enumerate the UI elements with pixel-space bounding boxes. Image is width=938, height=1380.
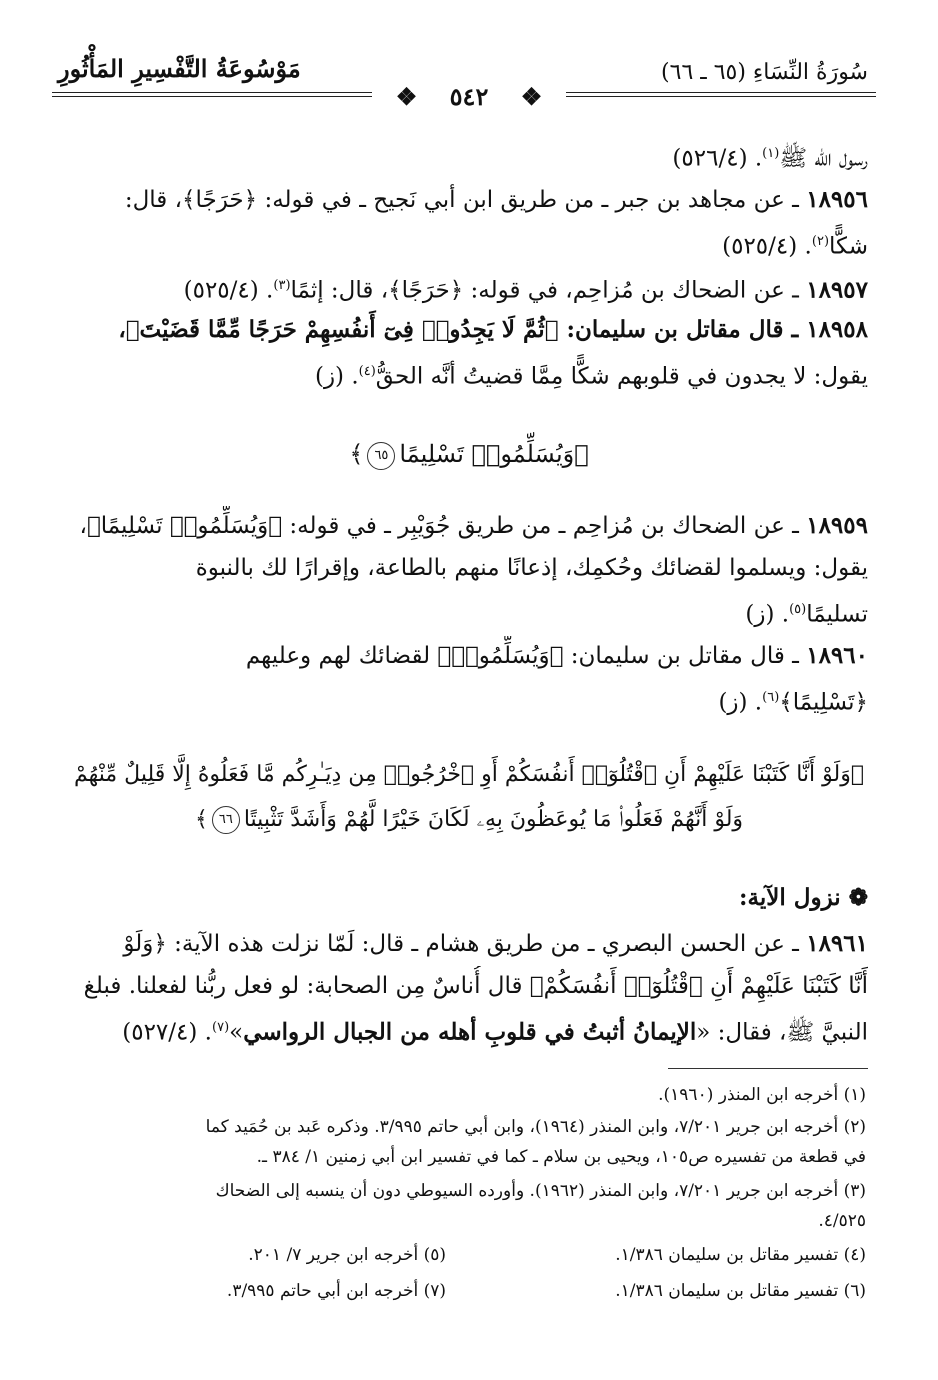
ornament-icon: ❖ (509, 82, 555, 111)
page-number-wrap (0, 82, 938, 111)
entry-18959-line3 (66, 590, 868, 635)
citation: . (ز) (718, 689, 763, 716)
entry-text: شكًّا (829, 233, 868, 260)
footnote-ref: (٧) (212, 1020, 230, 1035)
footnote-ref: (٥) (789, 602, 807, 617)
entry-18959-line2 (66, 548, 868, 588)
entry-text: ﴿تَسْلِيمًا﴾ (779, 689, 868, 716)
verse-number: ٦٥ (367, 442, 395, 470)
entry-number: ١٨٩٥٨ (806, 316, 868, 343)
entry-text: ـ عن الضحاك بن مُزاحِم ـ من طريق جُوَيْبِر ـ في قوله: ﴿وَيُسَلِّمُوا۟ تَسْلِيمًا﴾، (79, 513, 807, 539)
entry-number: ١٨٩٥٦ (806, 186, 868, 213)
ornament-icon: ❖ (384, 82, 430, 111)
citation: . (٥٢٦/٤) (672, 145, 763, 172)
entry-number: ١٨٩٦٠ (806, 642, 868, 669)
verse-close: ﴾ (349, 440, 364, 468)
surah-header: سُورَةُ النِّسَاءِ (٦٥ ـ ٦٦) (661, 60, 868, 85)
page-number: ٥٤٢ (438, 82, 501, 111)
entry-text: تسليمًا (806, 601, 868, 628)
verse-close: ﴾ (194, 807, 208, 832)
entry-18960 (66, 636, 868, 676)
footnote-2-cont: في قطعة من تفسيره ص١٠٥، ويحيى بن سلام ـ كما في تفسير ابن أبي زمنين ١/ ٣٨٤ ـ. (256, 1147, 866, 1167)
entry-number: ١٨٩٦١ (806, 930, 868, 957)
entry-text: ـ قال مقاتل بن سليمان: ﴿وَيُسَلِّمُوا۟﴾ لقضائك لهم وعليهم (245, 643, 807, 669)
footnote-separator (668, 1068, 868, 1069)
entry-18961-line3 (66, 1008, 868, 1053)
entry-intro: ـ قال مقاتل بن سليمان: (558, 316, 807, 343)
section-heading (66, 878, 868, 918)
entry-text: النبيَّ ﷺ، فقال: « (696, 1019, 868, 1046)
footnote-ref: (١) (762, 146, 780, 161)
entry-text: ـ عن الحسن البصري ـ من طريق هشام ـ قال: لَمّا نزلت هذه الآية: ﴿وَلَوْ (123, 931, 807, 957)
quran-quote: ﴿ثُمَّ لَا يَجِدُوا۟ فِىٓ أَنفُسِهِمْ حَرَجًا مِّمَّا قَضَيْتَ﴾، (118, 316, 559, 343)
footnote-6: (٦) تفسير مقاتل بن سليمان ١/٣٨٦. (615, 1281, 866, 1301)
footnote-3-cont: ٤/٥٢٥. (818, 1211, 866, 1231)
book-title: مَوْسُوعَةُ التَّفْسِيرِ المَأْثُورِ (58, 54, 301, 83)
entry-18959 (66, 506, 868, 546)
citation: . (ز) (745, 601, 790, 628)
text: رسول الله ﷺ (779, 145, 868, 172)
verse-text: وَلَوْ أَنَّهُمْ فَعَلُوا۟ مَا يُوعَظُونَ بِهِۦ لَكَانَ خَيْرًا لَّهُمْ وَأَشَدَّ تَثْبِيتًا (243, 807, 744, 832)
citation: . (٥٢٧/٤) (122, 1019, 212, 1046)
entry-18956-line2 (66, 222, 868, 267)
citation: . (٥٢٥/٤) (722, 233, 812, 260)
entry-text: يقول: لا يجدون في قلوبهم شكًّا مِمَّا قضيتُ أنَّه الحقُّ (375, 363, 868, 390)
footnote-ref: (٢) (811, 234, 830, 249)
entry-18958-line2 (66, 352, 868, 397)
verse-66-line1: ﴿وَلَوْ أَنَّا كَتَبْنَا عَلَيْهِمْ أَنِ ٱقْتُلُوٓا۟ أَنفُسَكُمْ أَوِ ٱخْرُجُوا۟ مِن دِيَـٰرِكُم مَّا فَعَلُوهُ إِلَّا قَلِيلٌ مِّنْهُمْ (73, 762, 865, 787)
entry-18961-line2 (66, 966, 868, 1006)
footnote-4: (٤) تفسير مقاتل بن سليمان ١/٣٨٦. (615, 1245, 866, 1265)
verse-number: ٦٦ (212, 806, 240, 834)
entry-text: أَنَّا كَتَبْنَا عَلَيْهِمْ أَنِ ٱقْتُلُوٓا۟ أَنفُسَكُمْ﴾ قال أُناسٌ مِن الصحابة: لو فعل ربُّنا لفعلنا. فبلغ (83, 973, 868, 999)
entry-18961 (66, 924, 868, 964)
entry-18958 (66, 310, 868, 350)
verse-65 (0, 440, 938, 470)
footnote-ref: (٦) (762, 690, 780, 705)
footnote-1: (١) أخرجه ابن المنذر (١٩٦٠). (658, 1085, 866, 1105)
entry-text: ـ عن الضحاك بن مُزاحِم، في قوله: ﴿حَرَجًا﴾، قال: إثمًا (290, 277, 807, 304)
text-line (66, 134, 868, 179)
verse-66-line2 (0, 806, 938, 834)
flower-icon: ❁ (848, 884, 868, 911)
citation: . (٥٢٥/٤) (183, 277, 274, 304)
entry-18956 (66, 180, 868, 220)
footnote-2: (٢) أخرجه ابن جرير ٧/٢٠١، وابن المنذر (١٩٦٤)، وابن أبي حاتم ٣/٩٩٥. وذكره عَبد بن حُمَيد كما (205, 1117, 866, 1137)
entry-18960-line2 (66, 678, 868, 723)
entry-text: يقول: ويسلموا لقضائك وحُكمِك، إذعانًا منهم بالطاعة، وإقرارًا لك بالنبوة (195, 555, 868, 581)
footnote-ref: (٣) (273, 278, 291, 293)
footnote-7: (٧) أخرجه ابن أبي حاتم ٣/٩٩٥. (226, 1281, 446, 1301)
footnote-ref: (٤) (358, 364, 376, 379)
quote-close: » (229, 1019, 244, 1046)
footnote-5: (٥) أخرجه ابن جرير ٧/ ٢٠١. (248, 1245, 446, 1265)
citation: . (ز) (314, 363, 359, 390)
entry-text: ـ عن مجاهد بن جبر ـ من طريق ابن أبي نَجيح ـ في قوله: ﴿حَرَجًا﴾، قال: (124, 187, 807, 213)
entry-18957 (66, 266, 868, 311)
verse-text: ﴿وَيُسَلِّمُوا۟ تَسْلِيمًا (399, 440, 589, 468)
entry-number: ١٨٩٥٩ (806, 512, 868, 539)
hadith-text: الإيمانُ أثبتُ في قلوبِ أهله من الجبال الرواسي (243, 1018, 697, 1046)
footnote-3: (٣) أخرجه ابن جرير ٧/٢٠١، وابن المنذر (١٩٦٢). وأورده السيوطي دون أن ينسبه إلى الضحاك (215, 1181, 866, 1201)
entry-number: ١٨٩٥٧ (806, 276, 868, 304)
section-title: نزول الآية: (739, 884, 841, 911)
